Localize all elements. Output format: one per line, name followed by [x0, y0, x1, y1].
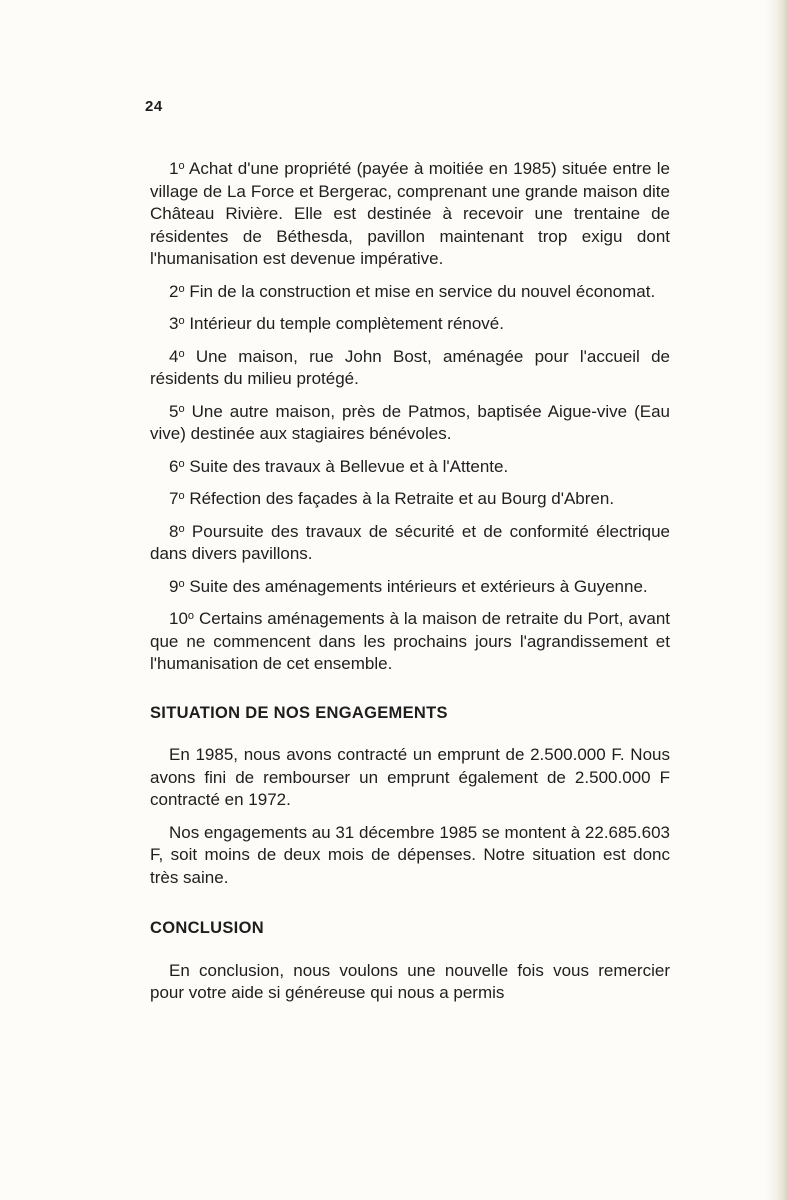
list-item — [150, 346, 670, 391]
heading-engagements: SITUATION DE NOS ENGAGEMENTS — [150, 703, 448, 722]
list-item — [150, 576, 670, 599]
list-item — [150, 158, 670, 271]
works-list — [150, 158, 670, 676]
list-item-number — [169, 347, 185, 366]
list-item-text: Une autre maison, près de Patmos, baptisée Aigue-vive (Eau vive) destinée aux stagiaires bénévoles. — [150, 401, 670, 443]
paragraph-engagements-1: En 1985, nous avons contracté un emprunt de 2.500.000 F. Nous avons fini de rembourser un emprunt également de 2.500.000 F contracté en 1972. — [150, 745, 670, 809]
list-item — [150, 521, 670, 566]
list-item-number-degree: o — [187, 610, 195, 622]
list-item-number — [169, 314, 185, 333]
list-item-text: Fin de la construction et mise en service du nouvel économat. — [184, 281, 656, 301]
list-item-text: Intérieur du temple complètement rénové. — [184, 314, 504, 333]
list-item-number — [169, 282, 185, 301]
list-item-text: Achat d'une propriété (payée à moitiée en 1985) située entre le village de La Force et Bergerac, comprenant une grande maison dite Château Rivière. Elle est destinée à recevoir une trentaine de résidentes de Béthesda, pavillon maintenant trop exigu dont l'humanisation est devenue impérative. — [150, 159, 670, 268]
list-item-number — [169, 577, 185, 596]
list-item-number-value: 8 — [169, 521, 179, 541]
list-item-number-degree: o — [178, 160, 185, 172]
paragraph-conclusion-1: En conclusion, nous voulons une nouvelle fois vous remercier pour votre aide si généreuse qui nous a permis — [150, 960, 670, 1002]
list-item — [150, 456, 670, 479]
heading-conclusion: CONCLUSION — [150, 919, 264, 937]
paragraph-engagements-2: Nos engagements au 31 décembre 1985 se montent à 22.685.603 F, soit moins de deux mois de dépenses. Notre situation est donc très saine. — [150, 822, 670, 887]
list-item-number — [169, 489, 185, 508]
list-item-number-value: 3 — [169, 314, 179, 333]
list-item-number — [169, 609, 194, 628]
list-item-number-value: 7 — [169, 489, 179, 508]
page-edge-shadow — [765, 0, 787, 1200]
list-item-number-degree: o — [178, 457, 185, 470]
list-item-number-value: 4 — [169, 346, 179, 366]
list-item-number-degree: o — [178, 522, 185, 535]
page-number: 24 — [145, 98, 163, 115]
list-item-number-degree: o — [178, 577, 185, 590]
list-item-number-value: 9 — [169, 576, 179, 596]
list-item-number-degree: o — [178, 282, 185, 295]
list-item-number-value: 10 — [169, 609, 188, 628]
list-item — [150, 608, 670, 676]
list-item-number — [169, 522, 185, 541]
list-item-number-degree: o — [178, 402, 185, 415]
list-item-text: Poursuite des travaux de sécurité et de conformité électrique dans divers pavillons. — [150, 521, 670, 563]
list-item-number-value: 1 — [169, 159, 179, 178]
list-item-number-degree: o — [178, 490, 185, 502]
list-item — [150, 313, 670, 336]
list-item-text: Suite des travaux à Bellevue et à l'Attente. — [184, 456, 509, 476]
list-item — [150, 488, 670, 511]
list-item-text: Une maison, rue John Bost, aménagée pour l'accueil de résidents du milieu protégé. — [150, 346, 670, 388]
list-item-number-value: 2 — [169, 281, 179, 301]
list-item-number-degree: o — [178, 315, 185, 327]
list-item-number-value: 5 — [169, 401, 179, 421]
list-item-text: Réfection des façades à la Retraite et au Bourg d'Abren. — [184, 489, 615, 508]
document-body — [150, 158, 670, 1015]
list-item-text: Certains aménagements à la maison de retraite du Port, avant que ne commencent dans les prochains jours l'agrandissement et l'humanisation de cet ensemble. — [150, 609, 670, 673]
list-item-text: Suite des aménagements intérieurs et extérieurs à Guyenne. — [184, 576, 648, 596]
list-item-number-value: 6 — [169, 456, 179, 476]
list-item — [150, 281, 670, 304]
list-item-number — [169, 159, 185, 178]
list-item-number — [169, 457, 185, 476]
list-item-number — [169, 402, 185, 421]
list-item-number-degree: o — [178, 347, 185, 360]
list-item — [150, 401, 670, 446]
